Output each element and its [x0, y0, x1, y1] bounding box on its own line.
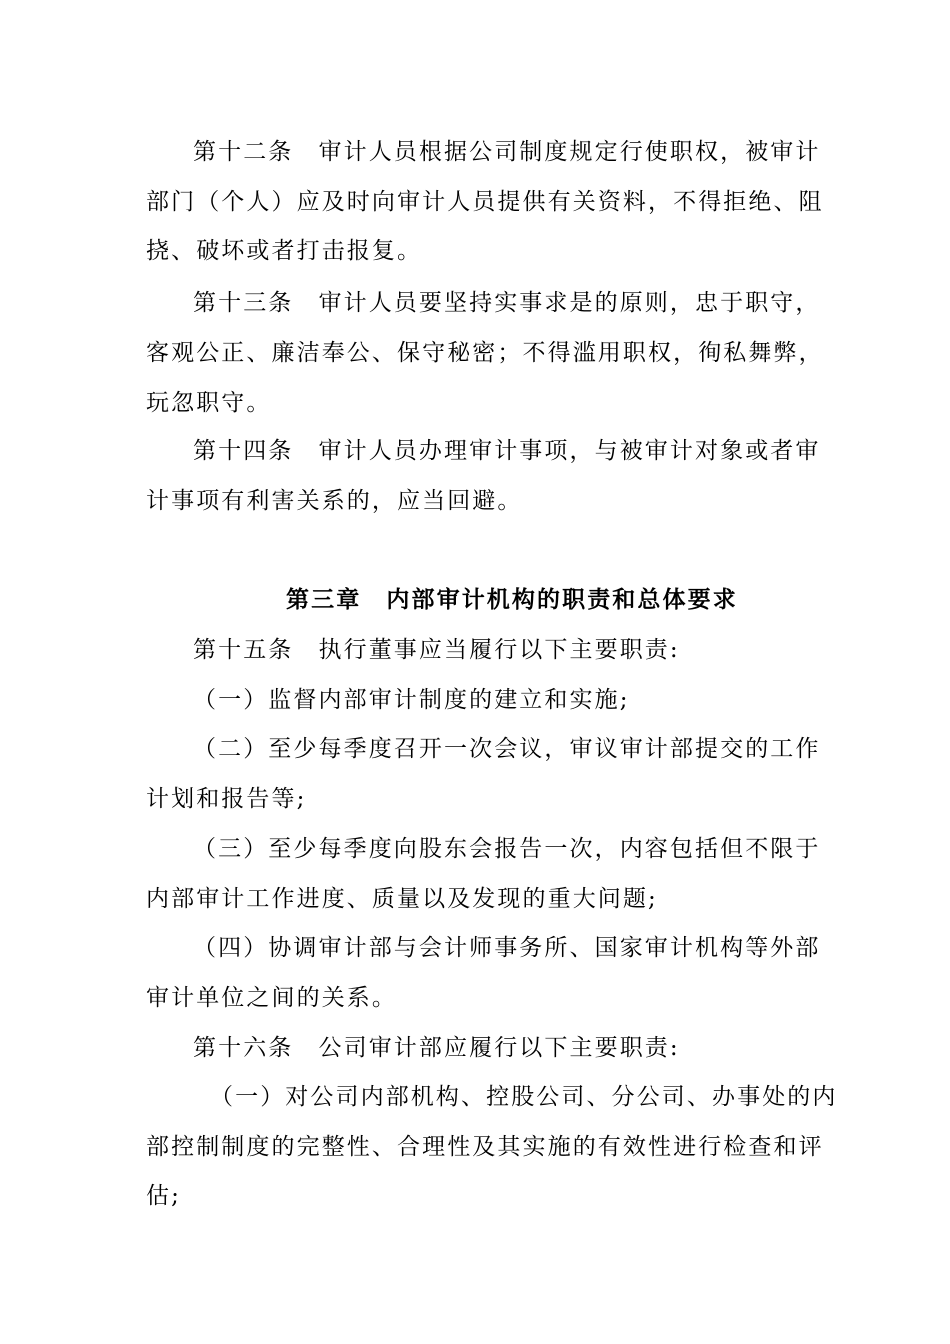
article-13-line-1: 第十三条 审计人员要坚持实事求是的原则，忠于职守，	[193, 290, 821, 316]
article-15-item-2-line-1: （二）至少每季度召开一次会议，审议审计部提交的工作	[193, 736, 821, 762]
article-12-line-1: 第十二条 审计人员根据公司制度规定行使职权，被审计	[193, 139, 821, 165]
article-15-item-3-line-1: （三）至少每季度向股东会报告一次，内容包括但不限于	[193, 836, 821, 862]
article-13-line-3: 玩忽职守。	[146, 390, 272, 416]
article-12-line-3: 挠、破坏或者打击报复。	[146, 238, 423, 264]
article-14-line-1: 第十四条 审计人员办理审计事项，与被审计对象或者审	[193, 438, 821, 464]
article-15-item-3-line-2: 内部审计工作进度、质量以及发现的重大问题;	[146, 886, 658, 912]
article-13-line-2: 客观公正、廉洁奉公、保守秘密；不得滥用职权，徇私舞弊，	[146, 340, 824, 366]
article-14-line-2: 计事项有利害关系的，应当回避。	[146, 488, 523, 514]
article-15-line-1: 第十五条 执行董事应当履行以下主要职责:	[193, 637, 680, 663]
chapter-3-heading: 第三章 内部审计机构的职责和总体要求	[286, 586, 738, 613]
article-16-line-1: 第十六条 公司审计部应履行以下主要职责:	[193, 1035, 680, 1061]
article-15-item-2-line-2: 计划和报告等;	[146, 786, 307, 812]
article-12-line-2: 部门（个人）应及时向审计人员提供有关资料，不得拒绝、阻	[146, 189, 824, 215]
article-15-item-4-line-1: （四）协调审计部与会计师事务所、国家审计机构等外部	[193, 935, 821, 961]
article-15-item-1: （一）监督内部审计制度的建立和实施;	[193, 687, 630, 713]
article-16-item-1-line-1: （一）对公司内部机构、控股公司、分公司、办事处的内	[210, 1084, 838, 1110]
article-16-item-1-line-3: 估;	[146, 1183, 181, 1209]
article-15-item-4-line-2: 审计单位之间的关系。	[146, 985, 397, 1011]
article-16-item-1-line-2: 部控制制度的完整性、合理性及其实施的有效性进行检查和评	[146, 1134, 824, 1160]
